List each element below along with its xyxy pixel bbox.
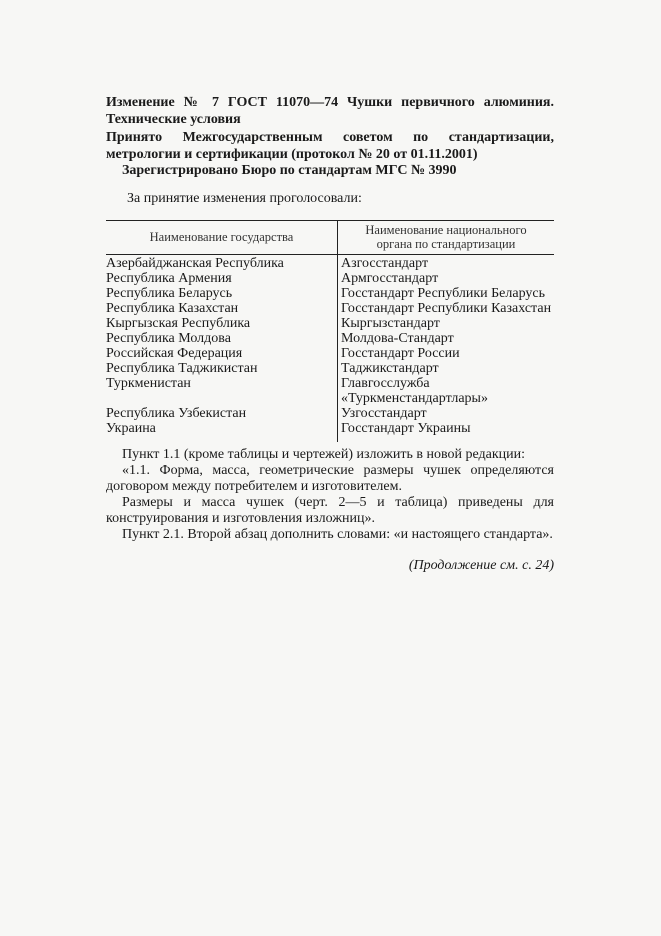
paragraph-point-2-1: Пункт 2.1. Второй абзац дополнить словами: «и настоящего стандарта». xyxy=(122,527,553,542)
state-cell: Республика Казахстан xyxy=(106,301,239,316)
header-standards-body xyxy=(338,220,554,254)
state-cell: Туркменистан xyxy=(106,376,191,391)
table-row xyxy=(106,286,554,301)
body-cell: Госстандарт Республики Беларусь xyxy=(341,286,546,301)
body-cell: Главгосслужба «Туркменстандартлары» xyxy=(341,376,488,406)
paragraph-form-mass: «1.1. Форма, масса, геометрические размеры чушек определяются договором между потребителем и изготовителем. xyxy=(106,463,554,494)
table-row xyxy=(106,406,554,421)
amendment-title: Изменение № 7 ГОСТ 11070—74 Чушки первичного алюминия. Технические условия xyxy=(106,95,554,127)
table-row xyxy=(106,301,554,316)
state-cell: Республика Молдова xyxy=(106,331,231,346)
registration-statement: Зарегистрировано Бюро по стандартам МГС № 3990 xyxy=(122,163,457,178)
body-cell: Узгосстандарт xyxy=(341,406,427,421)
table-row xyxy=(106,256,554,271)
table-row xyxy=(106,346,554,361)
table-row xyxy=(106,376,554,406)
header-standards-body-text: Наименование национального органа по стандартизации xyxy=(365,223,527,251)
body-cell: Госстандарт Республики Казахстан xyxy=(341,301,552,316)
body-cell: Молдова-Стандарт xyxy=(341,331,454,346)
body-cell: Азгосстандарт xyxy=(341,256,429,271)
paragraph-point-1-1: Пункт 1.1 (кроме таблицы и чертежей) изложить в новой редакции: xyxy=(122,447,525,462)
body-cell: Таджикстандарт xyxy=(341,361,439,376)
state-cell: Украина xyxy=(106,421,156,436)
body-cell: Кыргызстандарт xyxy=(341,316,440,331)
table-row xyxy=(106,421,554,436)
table-row xyxy=(106,361,554,376)
table-row xyxy=(106,271,554,286)
table-row xyxy=(106,316,554,331)
body-cell: Армгосстандарт xyxy=(341,271,439,286)
continuation-note: (Продолжение см. с. 24) xyxy=(408,558,554,573)
body-cell: Госстандарт России xyxy=(341,346,460,361)
state-cell: Республика Таджикистан xyxy=(106,361,258,376)
body-cell: Госстандарт Украины xyxy=(341,421,471,436)
state-cell: Кыргызская Республика xyxy=(106,316,251,331)
state-cell: Азербайджанская Республика xyxy=(106,256,284,271)
table-row xyxy=(106,331,554,346)
paragraph-dimensions: Размеры и масса чушек (черт. 2—5 и таблица) приведены для конструирования и изготовления изложниц». xyxy=(106,495,554,526)
vote-intro: За принятие изменения проголосовали: xyxy=(127,191,362,206)
state-cell: Республика Армения xyxy=(106,271,232,286)
table-body xyxy=(106,256,554,436)
adoption-statement: Принято Межгосударственным советом по стандартизации, метрологии и сертификации (протокол № 20 от 01.11.2001) xyxy=(106,130,554,162)
header-state: Наименование государства xyxy=(149,230,294,244)
state-cell: Российская Федерация xyxy=(106,346,243,361)
state-cell: Республика Беларусь xyxy=(106,286,233,301)
state-cell: Республика Узбекистан xyxy=(106,406,247,421)
table-header-rule xyxy=(106,254,554,255)
